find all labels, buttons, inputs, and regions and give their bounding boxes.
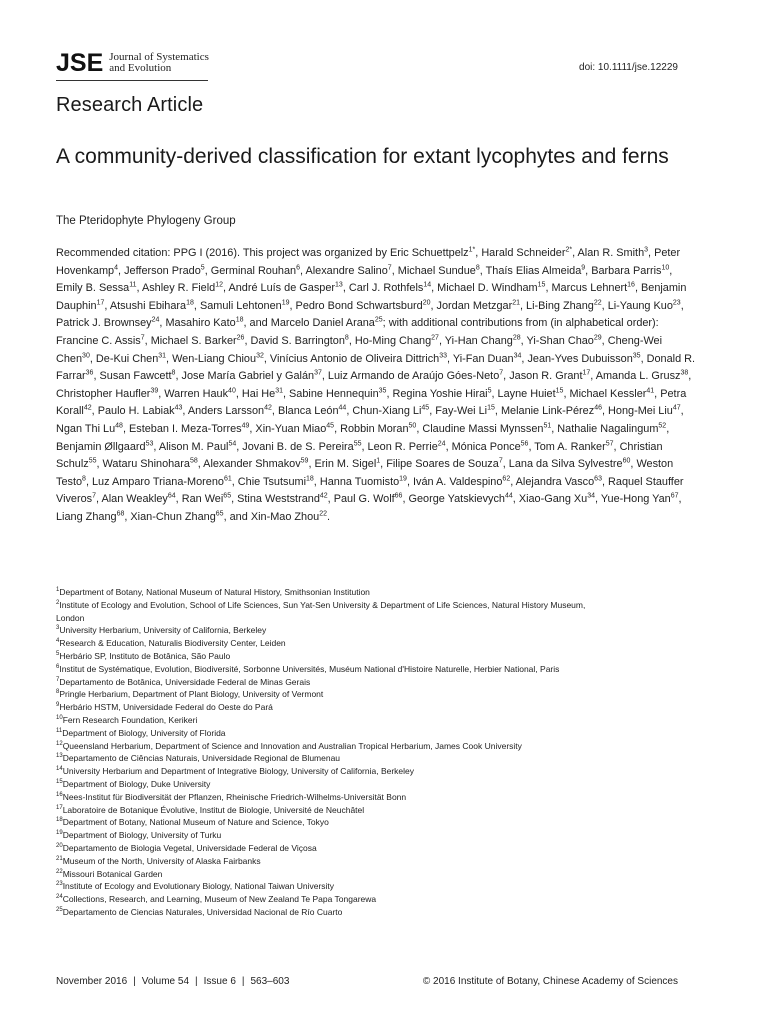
citation-text: , Jovani B. de S. Pereira bbox=[236, 440, 354, 453]
citation-text: , Esteban I. Meza-Torres bbox=[122, 422, 242, 435]
article-type: Research Article bbox=[56, 94, 204, 116]
affiliation-marker: 24 bbox=[151, 316, 160, 324]
affiliation-marker: 58 bbox=[189, 457, 198, 465]
affiliation-text: Herbário SP, Instituto de Botânica, São Paulo bbox=[59, 650, 231, 661]
affiliation-item bbox=[56, 829, 716, 842]
affiliation-marker: 62 bbox=[502, 475, 511, 483]
journal-header bbox=[56, 48, 716, 88]
affiliation-text: Departamento de Ciencias Naturales, Universidad Nacional de Río Cuarto bbox=[62, 906, 343, 917]
affiliation-text: London bbox=[56, 612, 85, 623]
affiliation-marker: 8 bbox=[82, 475, 86, 483]
affiliation-item bbox=[56, 880, 716, 893]
citation-text: , De-Kui Chen bbox=[89, 352, 159, 365]
affiliation-marker: 33 bbox=[439, 351, 447, 359]
affiliation-marker: 18 bbox=[235, 316, 244, 324]
affiliation-marker: 45 bbox=[326, 422, 335, 430]
citation-text: , Michael Kessler bbox=[563, 387, 647, 400]
affiliation-marker: 19 bbox=[281, 299, 290, 307]
issue-info bbox=[56, 976, 289, 987]
citation-text: , Ashley R. Field bbox=[136, 282, 216, 295]
affiliation-marker: 13 bbox=[335, 281, 343, 289]
affiliation-text: Institute of Ecology and Evolution, School of Life Sciences, Sun Yat-Sen University & Department of Life Sciences, Natural History Museum, bbox=[59, 599, 586, 610]
affiliation-text: University Herbarium and Department of Integrative Biology, University of California, Berkeley bbox=[62, 766, 415, 777]
affiliation-marker: 36 bbox=[85, 369, 94, 377]
affiliation-marker: 55 bbox=[353, 439, 362, 447]
affiliation-text: Department of Botany, National Museum of Natural History, Smithsonian Institution bbox=[59, 587, 370, 597]
affiliation-item bbox=[56, 701, 716, 714]
citation-text: , Filipe Soares de Souza bbox=[380, 458, 499, 471]
affiliation-item bbox=[56, 791, 716, 804]
affiliation-text: Institute of Ecology and Evolutionary Biology, National Taiwan University bbox=[62, 881, 335, 892]
citation-text: , Jose María Gabriel y Galán bbox=[175, 370, 315, 383]
citation-text: , Germinal Rouhan bbox=[204, 264, 297, 277]
citation-text: , Xin-Yuan Miao bbox=[249, 422, 327, 435]
affiliation-text: University Herbarium, University of California, Berkeley bbox=[59, 625, 267, 636]
citation-text: , Liang Zhang bbox=[56, 493, 682, 523]
affiliation-marker: 40 bbox=[228, 387, 236, 395]
affiliation-marker: 44 bbox=[504, 492, 513, 500]
affiliation-marker: 24 bbox=[437, 439, 446, 447]
page-range: 563–603 bbox=[250, 976, 290, 987]
affiliation-item bbox=[56, 804, 716, 817]
citation-text: , Iván A. Valdespino bbox=[406, 475, 503, 488]
affiliation-text: Collections, Research, and Learning, Museum of New Zealand Te Papa Tongarewa bbox=[62, 894, 377, 905]
affiliation-item bbox=[56, 868, 716, 881]
citation-text: , Amanda L. Grusz bbox=[590, 370, 681, 383]
affiliation-marker: 37 bbox=[314, 369, 322, 377]
affiliation-marker: 44 bbox=[338, 404, 347, 412]
citation-text: , Regina Yoshie Hirai bbox=[386, 387, 488, 400]
affiliation-number: 9 bbox=[56, 702, 60, 709]
affiliation-number: 14 bbox=[56, 766, 63, 773]
citation-text: , Melanie Link-Pérez bbox=[494, 405, 595, 418]
affiliation-number: 10 bbox=[56, 715, 63, 722]
affiliation-marker: 42 bbox=[319, 492, 328, 500]
citation-text: , Michael D. Windham bbox=[431, 282, 538, 295]
affiliation-marker: 21 bbox=[512, 299, 520, 307]
citation-text: , Vinícius Antonio de Oliveira Dittrich bbox=[263, 352, 440, 365]
affiliation-marker: 4 bbox=[114, 263, 119, 271]
citation-text: Recommended citation: PPG I (2016). This project was organized by Eric Schuettpelz bbox=[56, 247, 469, 259]
citation-text: , Christopher Haufler bbox=[56, 370, 692, 400]
affiliation-item bbox=[56, 816, 716, 829]
affiliation-item bbox=[56, 740, 716, 753]
affiliation-number: 2 bbox=[56, 599, 60, 606]
affiliation-marker: 45 bbox=[421, 404, 430, 412]
affiliation-marker: 27 bbox=[431, 334, 439, 342]
affiliation-number: 18 bbox=[56, 817, 63, 824]
journal-name-line2: and Evolution bbox=[109, 62, 172, 74]
affiliation-text: Institut de Systématique, Evolution, Biodiversité, Sorbonne Universités, Muséum National d'Histoire Naturelle, Herbier National, Paris bbox=[59, 663, 560, 674]
affiliation-item bbox=[56, 663, 716, 676]
citation-text: , Benjamin Øllgaard bbox=[56, 422, 670, 453]
affiliation-marker: 49 bbox=[241, 422, 250, 430]
affiliation-marker: 35 bbox=[632, 351, 641, 359]
logo-underline bbox=[56, 80, 208, 81]
affiliation-marker: 17 bbox=[96, 299, 105, 307]
affiliation-item bbox=[56, 714, 716, 727]
affiliation-text: Department of Biology, Duke University bbox=[62, 778, 211, 789]
affiliation-number: 5 bbox=[56, 651, 60, 658]
affiliation-number: 16 bbox=[56, 791, 63, 798]
affiliation-marker: 29 bbox=[593, 334, 602, 342]
affiliation-marker: 60 bbox=[622, 457, 631, 465]
affiliation-number: 11 bbox=[56, 727, 63, 734]
affiliation-marker: 41 bbox=[646, 387, 655, 395]
affiliation-item bbox=[56, 778, 716, 791]
citation-text: , and Xin-Mao Zhou bbox=[223, 510, 320, 523]
citation-text: , Robbin Moran bbox=[334, 422, 409, 435]
affiliation-text: Department of Biology, University of Turku bbox=[62, 830, 222, 841]
affiliation-marker: 31 bbox=[158, 351, 167, 359]
issue-number: Issue 6 bbox=[203, 976, 236, 987]
affiliation-marker: 5 bbox=[487, 387, 492, 395]
citation-text: , and Marcelo Daniel Arana bbox=[243, 317, 375, 330]
affiliation-number: 25 bbox=[56, 907, 63, 914]
affiliation-marker: 7 bbox=[387, 263, 392, 271]
citation-text: , Donald R. Farrar bbox=[56, 352, 696, 383]
citation-text: , Pedro Bond Schwartsburd bbox=[289, 299, 423, 312]
affiliation-marker: 65 bbox=[215, 510, 224, 518]
citation-text: , Ngan Thi Lu bbox=[56, 405, 684, 435]
affiliation-marker: 56 bbox=[520, 439, 529, 447]
affiliation-number: 13 bbox=[56, 753, 63, 760]
citation-text: , Weston Testo bbox=[56, 458, 674, 488]
affiliation-marker: 53 bbox=[145, 439, 154, 447]
affiliation-marker: 19 bbox=[399, 475, 407, 483]
affiliation-number: 21 bbox=[56, 855, 63, 862]
affiliation-number: 7 bbox=[56, 676, 60, 683]
affiliation-number: 19 bbox=[56, 830, 63, 837]
citation-text: , Michael Sundue bbox=[391, 264, 476, 277]
affiliation-number: 12 bbox=[56, 740, 63, 747]
citation-text: , Harald Schneider bbox=[475, 247, 566, 259]
affiliation-marker: 9 bbox=[581, 263, 586, 271]
journal-name bbox=[109, 52, 209, 74]
affiliation-text: Fern Research Foundation, Kerikeri bbox=[62, 714, 198, 725]
affiliation-marker: 3 bbox=[644, 246, 649, 254]
affiliation-item bbox=[56, 688, 716, 701]
citation-text: , Erin M. Sigel bbox=[308, 458, 377, 471]
affiliation-marker: 63 bbox=[594, 475, 602, 483]
affiliation-item bbox=[56, 906, 716, 919]
citation-text: , Yue-Hong Yan bbox=[595, 493, 671, 506]
affiliation-marker: 6 bbox=[296, 263, 300, 271]
citation-text: , Paulo H. Labiak bbox=[91, 405, 175, 418]
article-title: A community-derived classification for extant lycophytes and ferns bbox=[56, 145, 669, 168]
citation-text: , Susan Fawcett bbox=[93, 370, 172, 383]
affiliation-item bbox=[56, 676, 716, 689]
citation-text: , Jefferson Prado bbox=[118, 264, 201, 277]
citation-text: , Peter Hovenkamp bbox=[56, 247, 681, 277]
affiliation-marker: 18 bbox=[186, 299, 194, 307]
journal-logo-mark: JSE bbox=[56, 49, 104, 77]
affiliation-marker: 15 bbox=[555, 387, 564, 395]
affiliation-text: Herbário HSTM, Universidade Federal do Oeste do Pará bbox=[59, 702, 273, 713]
citation-text: , Patrick J. Brownsey bbox=[56, 299, 684, 330]
citation-text: , Jordan Metzgar bbox=[430, 299, 513, 312]
citation-text: , Cheng-Wei Chen bbox=[56, 334, 663, 365]
affiliation-marker: 66 bbox=[394, 492, 403, 500]
affiliation-marker: 68 bbox=[116, 510, 125, 518]
citation-text: , Wen-Liang Chiou bbox=[166, 352, 257, 365]
citation-text: , Ho-Ming Chang bbox=[348, 334, 432, 347]
citation-text: , Benjamin Dauphin bbox=[56, 282, 687, 312]
affiliation-marker: 22 bbox=[319, 510, 328, 518]
affiliation-marker: 67 bbox=[670, 492, 679, 500]
affiliation-marker: 15 bbox=[487, 404, 495, 412]
affiliation-text: Department of Botany, National Museum of Nature and Science, Tokyo bbox=[62, 817, 329, 828]
affiliation-marker: 59 bbox=[300, 457, 309, 465]
citation-text: . bbox=[327, 510, 331, 523]
affiliation-marker: 7 bbox=[498, 457, 503, 465]
affiliation-marker: 1* bbox=[468, 246, 476, 254]
affiliation-number: 22 bbox=[56, 868, 63, 875]
citation-text: , Alexander Shmakov bbox=[197, 458, 301, 471]
citation-text: , Layne Huiet bbox=[491, 387, 556, 400]
citation-text: , Christian Schulz bbox=[56, 440, 663, 471]
affiliation-marker: 28 bbox=[512, 334, 521, 342]
affiliation-marker: 8 bbox=[475, 263, 480, 271]
citation-text: , Michael S. Barker bbox=[144, 334, 237, 347]
affiliation-marker: 7 bbox=[499, 369, 504, 377]
affiliation-number: 23 bbox=[56, 881, 63, 888]
citation-text: , Chie Tsutsumi bbox=[231, 475, 306, 488]
affiliation-item bbox=[56, 842, 716, 855]
citation-text: , Chun-Xiang Li bbox=[346, 405, 422, 418]
affiliation-marker: 7 bbox=[140, 334, 145, 342]
separator: | bbox=[133, 976, 136, 987]
citation-text: , Yi-Han Chang bbox=[438, 334, 513, 347]
citation-text: , George Yatskievych bbox=[402, 493, 505, 506]
citation-text: , Barbara Parris bbox=[585, 264, 662, 277]
affiliation-marker: 8 bbox=[171, 369, 176, 377]
citation-text: , Alan R. Smith bbox=[572, 247, 645, 259]
affiliation-text: Departamento de Botânica, Universidade Federal de Minas Gerais bbox=[59, 676, 311, 687]
affiliation-number: 20 bbox=[56, 843, 63, 850]
citation-text: , Luiz Armando de Araújo Góes-Neto bbox=[321, 370, 500, 383]
separator: | bbox=[195, 976, 198, 987]
citation-text: , Fay-Wei Li bbox=[429, 405, 488, 418]
affiliation-marker: 10 bbox=[661, 263, 670, 271]
affiliation-item bbox=[56, 893, 716, 906]
affiliation-marker: 50 bbox=[408, 422, 417, 430]
affiliation-marker: 54 bbox=[228, 439, 237, 447]
issue-date: November 2016 bbox=[56, 976, 128, 987]
citation-text: , Warren Hauk bbox=[158, 387, 229, 400]
affiliation-marker: 11 bbox=[129, 281, 137, 289]
affiliation-marker: 64 bbox=[167, 492, 176, 500]
citation-text: , Xiao-Gang Xu bbox=[512, 493, 588, 506]
citation-text: , David S. Barrington bbox=[244, 334, 345, 347]
citation-text: , André Luís de Gasper bbox=[223, 282, 336, 295]
citation-text: , Sabine Hennequin bbox=[282, 387, 379, 400]
citation-text: , Li-Bing Zhang bbox=[520, 299, 594, 312]
affiliation-marker: 14 bbox=[423, 281, 432, 289]
affiliation-number: 6 bbox=[56, 663, 60, 670]
affiliation-text: Queensland Herbarium, Department of Science and Innovation and Australian Tropical Herbarium, James Cook University bbox=[62, 740, 522, 751]
affiliation-marker: 20 bbox=[422, 299, 431, 307]
affiliation-marker: 16 bbox=[627, 281, 635, 289]
affiliation-marker: 42 bbox=[83, 404, 92, 412]
citation-text: , Alexandre Salino bbox=[300, 264, 388, 277]
affiliation-marker: 57 bbox=[605, 439, 614, 447]
citation-text: , Nathalie Nagalingum bbox=[551, 422, 659, 435]
affiliation-item bbox=[56, 624, 716, 637]
affiliation-marker: 51 bbox=[543, 422, 552, 430]
citation-text: , Hai He bbox=[235, 387, 276, 400]
citation-text: , Paul G. Wolf bbox=[327, 493, 395, 506]
affiliation-marker: 12 bbox=[215, 281, 223, 289]
affiliation-item bbox=[56, 599, 716, 612]
affiliation-marker: 17 bbox=[582, 369, 591, 377]
affiliation-marker: 38 bbox=[680, 369, 689, 377]
citation-text: , Hanna Tuomisto bbox=[313, 475, 400, 488]
affiliation-item bbox=[56, 637, 716, 650]
citation-text: , Alan Weakley bbox=[96, 493, 168, 506]
affiliation-number: 8 bbox=[56, 689, 60, 696]
affiliation-marker: 31 bbox=[275, 387, 283, 395]
journal-logo bbox=[56, 50, 209, 76]
affiliation-marker: 26 bbox=[236, 334, 245, 342]
affiliation-item bbox=[56, 727, 716, 740]
citation-text: , Xian-Chun Zhang bbox=[124, 510, 216, 523]
citation-text: , Yi-Shan Chao bbox=[520, 334, 594, 347]
citation-text: , Claudine Massi Mynssen bbox=[416, 422, 544, 435]
affiliation-text: Departamento de Ciências Naturais, Universidade Regional de Blumenau bbox=[62, 753, 341, 764]
separator: | bbox=[241, 976, 245, 987]
affiliation-marker: 23 bbox=[672, 299, 681, 307]
affiliation-text: Museum of the North, University of Alaska Fairbanks bbox=[62, 855, 261, 866]
affiliation-marker: 47 bbox=[672, 404, 681, 412]
citation-text: , Mónica Ponce bbox=[445, 440, 521, 453]
affiliation-marker: 34 bbox=[513, 351, 522, 359]
affiliation-item bbox=[56, 650, 716, 663]
affiliation-item bbox=[56, 586, 716, 599]
affiliation-item bbox=[56, 612, 716, 625]
affiliation-marker: 52 bbox=[658, 422, 667, 430]
recommended-citation bbox=[56, 245, 696, 527]
affiliation-marker: 25 bbox=[374, 316, 383, 324]
affiliation-number: 17 bbox=[56, 804, 63, 811]
affiliation-item bbox=[56, 765, 716, 778]
citation-text: , Petra Korall bbox=[56, 387, 687, 418]
affiliation-text: Laboratoire de Botanique Évolutive, Institut de Biologie, Université de Neuchâtel bbox=[62, 804, 365, 815]
affiliation-text: Research & Education, Naturalis Biodiversity Center, Leiden bbox=[59, 638, 286, 649]
affiliation-marker: 39 bbox=[150, 387, 159, 395]
citation-text: , Luz Amparo Triana-Moreno bbox=[85, 475, 224, 488]
citation-text: , Yi-Fan Duan bbox=[447, 352, 514, 365]
citation-text: , Wataru Shinohara bbox=[96, 458, 190, 471]
citation-text: , Stina Weststrand bbox=[231, 493, 320, 506]
citation-text: , Hong-Mei Liu bbox=[601, 405, 673, 418]
journal-name-line1: Journal of Systematics bbox=[109, 51, 209, 63]
affiliation-text: Nees-Institut für Biodiversität der Pflanzen, Rheinische Friedrich-Wilhelms-Universität Bonn bbox=[62, 791, 407, 802]
citation-text: , Anders Larsson bbox=[182, 405, 265, 418]
citation-text: , Lana da Silva Sylvestre bbox=[502, 458, 623, 471]
affiliation-number: 1 bbox=[56, 587, 60, 594]
citation-text: , Carl J. Rothfels bbox=[342, 282, 424, 295]
affiliation-text: Departamento de Biologia Vegetal, Universidade Federal de Viçosa bbox=[62, 842, 317, 853]
citation-text: , Masahiro Kato bbox=[159, 317, 236, 330]
citation-text: , Emily B. Sessa bbox=[56, 264, 673, 295]
citation-text: , Samuli Lehtonen bbox=[193, 299, 282, 312]
affiliation-text: Department of Biology, University of Florida bbox=[62, 727, 226, 738]
affiliation-marker: 22 bbox=[593, 299, 602, 307]
citation-text: , Leon R. Perrie bbox=[361, 440, 438, 453]
affiliation-marker: 30 bbox=[82, 351, 90, 359]
citation-text: , Atsushi Ebihara bbox=[104, 299, 187, 312]
affiliation-item bbox=[56, 855, 716, 868]
citation-text: , Alejandra Vasco bbox=[510, 475, 595, 488]
affiliation-marker: 35 bbox=[378, 387, 387, 395]
affiliation-marker: 46 bbox=[594, 404, 602, 412]
citation-text: , Tom A. Ranker bbox=[528, 440, 606, 453]
affiliation-marker: 8 bbox=[344, 334, 349, 342]
affiliation-text: Missouri Botanical Garden bbox=[62, 868, 163, 879]
affiliation-marker: 55 bbox=[88, 457, 97, 465]
citation-text: , Jean-Yves Dubuisson bbox=[521, 352, 633, 365]
citation-text: , Blanca León bbox=[271, 405, 339, 418]
affiliation-marker: 65 bbox=[223, 492, 232, 500]
affiliation-marker: 15 bbox=[537, 281, 546, 289]
paper-page bbox=[56, 0, 716, 1024]
affiliation-marker: 1 bbox=[376, 457, 381, 465]
affiliation-marker: 7 bbox=[92, 492, 97, 500]
author-group: The Pteridophyte Phylogeny Group bbox=[56, 215, 236, 227]
affiliation-marker: 2* bbox=[565, 246, 573, 254]
doi-link[interactable]: doi: 10.1111/jse.12229 bbox=[579, 62, 678, 73]
citation-text: ; with additional contributions from (in alphabetical order): Francine C. Assis bbox=[56, 317, 659, 347]
affiliation-number: 15 bbox=[56, 779, 63, 786]
affiliations-list bbox=[56, 586, 716, 919]
affiliation-text: Pringle Herbarium, Department of Plant Biology, University of Vermont bbox=[59, 689, 324, 700]
affiliation-marker: 34 bbox=[587, 492, 596, 500]
issue-volume: Volume 54 bbox=[141, 976, 190, 987]
affiliation-marker: 48 bbox=[115, 422, 123, 430]
affiliation-item bbox=[56, 752, 716, 765]
citation-text: , Alison M. Paul bbox=[153, 440, 229, 453]
affiliation-marker: 32 bbox=[256, 351, 264, 359]
affiliation-marker: 5 bbox=[200, 263, 205, 271]
citation-text: , Jason R. Grant bbox=[503, 370, 583, 383]
affiliation-marker: 42 bbox=[264, 404, 272, 412]
affiliation-number: 24 bbox=[56, 894, 63, 901]
affiliation-marker: 43 bbox=[174, 404, 183, 412]
citation-text: , Raquel Stauffer Viveros bbox=[56, 475, 684, 506]
citation-text: , Li-Yaung Kuo bbox=[601, 299, 673, 312]
affiliation-number: 4 bbox=[56, 638, 60, 645]
citation-text: , Ran Wei bbox=[175, 493, 224, 506]
affiliation-marker: 18 bbox=[306, 475, 314, 483]
affiliation-marker: 61 bbox=[223, 475, 232, 483]
copyright: © 2016 Institute of Botany, Chinese Academy of Sciences bbox=[422, 976, 678, 987]
affiliation-number: 3 bbox=[56, 625, 60, 632]
citation-text: , Thaís Elias Almeida bbox=[479, 264, 582, 277]
citation-text: , Marcus Lehnert bbox=[545, 282, 628, 295]
